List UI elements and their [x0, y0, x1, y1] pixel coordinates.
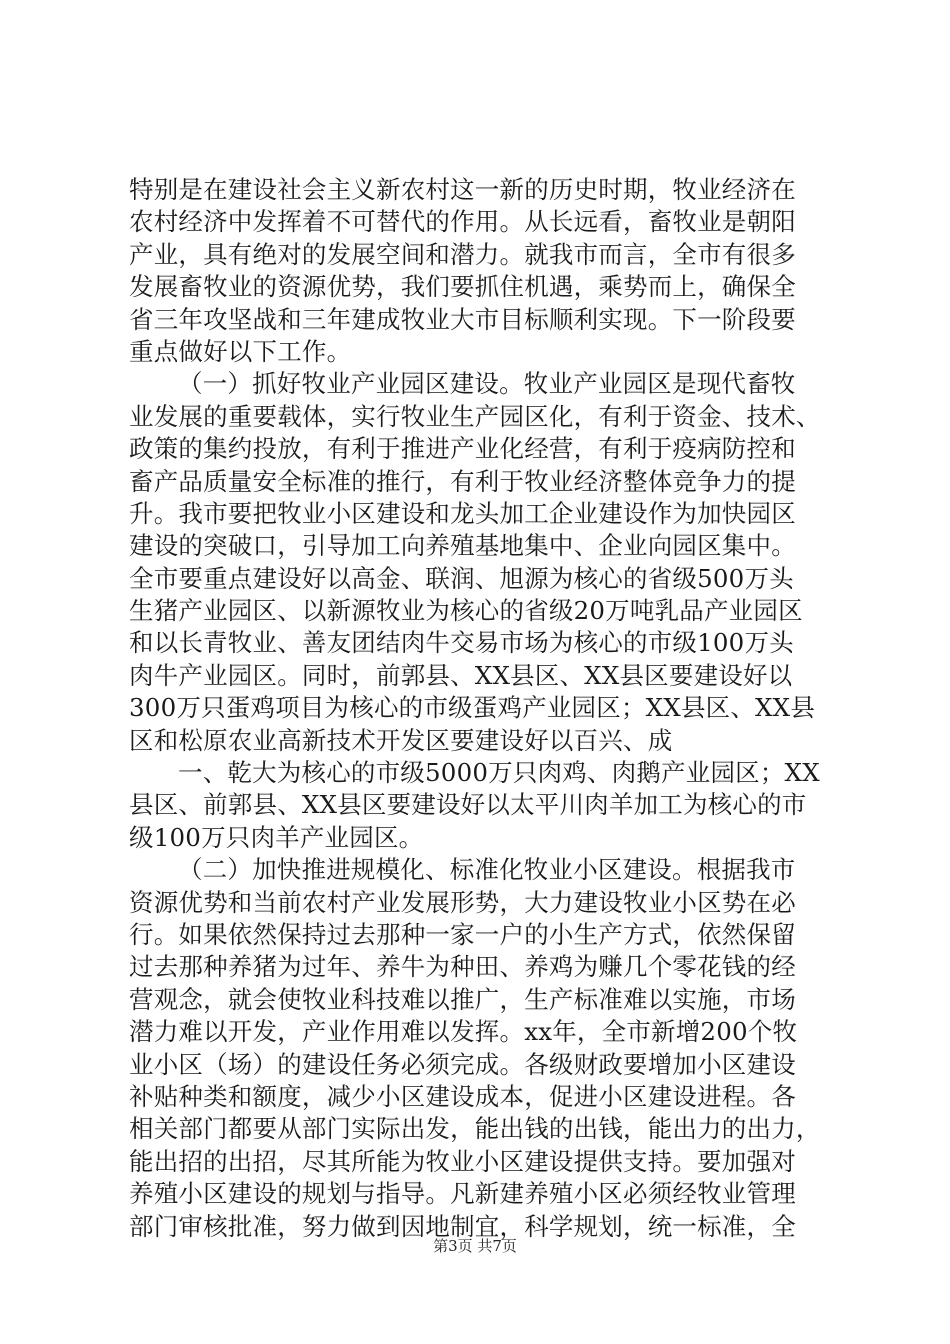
- text-line: 省三年攻坚战和三年建成牧业大市目标顺利实现。下一阶段要: [129, 304, 796, 334]
- text-line: 能出招的出招，尽其所能为牧业小区建设提供支持。要加强对: [129, 1146, 796, 1176]
- text-line: 资源优势和当前农村产业发展形势，大力建设牧业小区势在必: [129, 887, 796, 917]
- text-line: 全市要重点建设好以高金、联润、旭源为核心的省级500万头: [129, 563, 794, 593]
- text-line: 部门审核批准，努力做到因地制宜，科学规划，统一标准，全: [129, 1211, 796, 1241]
- text-line: （二）加快推进规模化、标准化牧业小区建设。根据我市: [178, 855, 796, 885]
- text-line: 县区、前郭县、XX县区要建设好以太平川肉羊加工为核心的市: [129, 790, 807, 820]
- text-line: 相关部门都要从部门实际出发，能出钱的出钱，能出力的出力，: [129, 1114, 821, 1144]
- text-line: 升。我市要把牧业小区建设和龙头加工企业建设作为加快园区: [129, 498, 796, 528]
- text-line: 建设的突破口，引导加工向养殖基地集中、企业向园区集中。: [129, 531, 796, 561]
- text-line: 发展畜牧业的资源优势，我们要抓住机遇，乘势而上，确保全: [129, 272, 796, 302]
- text-line: 补贴种类和额度，减少小区建设成本，促进小区建设进程。各: [129, 1081, 796, 1111]
- text-line: 业发展的重要载体，实行牧业生产园区化，有利于资金、技术、: [129, 401, 821, 431]
- text-line: 农村经济中发挥着不可替代的作用。从长远看，畜牧业是朝阳: [129, 207, 796, 237]
- text-line: 产业，具有绝对的发展空间和潜力。就我市而言，全市有很多: [129, 239, 796, 269]
- text-line: 肉牛产业园区。同时，前郭县、XX县区、XX县区要建设好以: [129, 660, 793, 690]
- text-line: 区和松原农业高新技术开发区要建设好以百兴、成: [129, 725, 673, 755]
- text-line: 一、乾大为核心的市级5000万只肉鸡、肉鹅产业园区；XX: [178, 758, 820, 788]
- text-line: 和以长青牧业、善友团结肉牛交易市场为核心的市级100万头: [129, 628, 794, 658]
- text-line: 业小区（场）的建设任务必须完成。各级财政要增加小区建设: [129, 1049, 796, 1079]
- text-line: 养殖小区建设的规划与指导。凡新建养殖小区必须经牧业管理: [129, 1179, 796, 1209]
- text-line: 政策的集约投放，有利于推进产业化经营，有利于疫病防控和: [129, 434, 796, 464]
- body-text: [129, 174, 829, 1243]
- page-footer: 第3页 共7页: [433, 1237, 517, 1255]
- text-line: 畜产品质量安全标准的推行，有利于牧业经济整体竞争力的提: [129, 466, 796, 496]
- text-line: 300万只蛋鸡项目为核心的市级蛋鸡产业园区；XX县区、XX县: [129, 693, 816, 723]
- text-line: 营观念，就会使牧业科技难以推广，生产标准难以实施，市场: [129, 984, 796, 1014]
- text-line: 过去那种养猪为过年、养牛为种田、养鸡为赚几个零花钱的经: [129, 952, 796, 982]
- text-line: 潜力难以开发，产业作用难以发挥。xx年，全市新增200个牧: [129, 1017, 798, 1047]
- text-line: （一）抓好牧业产业园区建设。牧业产业园区是现代畜牧: [178, 369, 796, 399]
- text-line: 重点做好以下工作。: [129, 336, 352, 366]
- text-line: 生猪产业园区、以新源牧业为核心的省级20万吨乳品产业园区: [129, 596, 803, 626]
- text-line: 级100万只肉羊产业园区。: [129, 822, 424, 852]
- text-line: 特别是在建设社会主义新农村这一新的历史时期，牧业经济在: [129, 175, 796, 204]
- text-line: 行。如果依然保持过去那种一家一户的小生产方式，依然保留: [129, 919, 796, 949]
